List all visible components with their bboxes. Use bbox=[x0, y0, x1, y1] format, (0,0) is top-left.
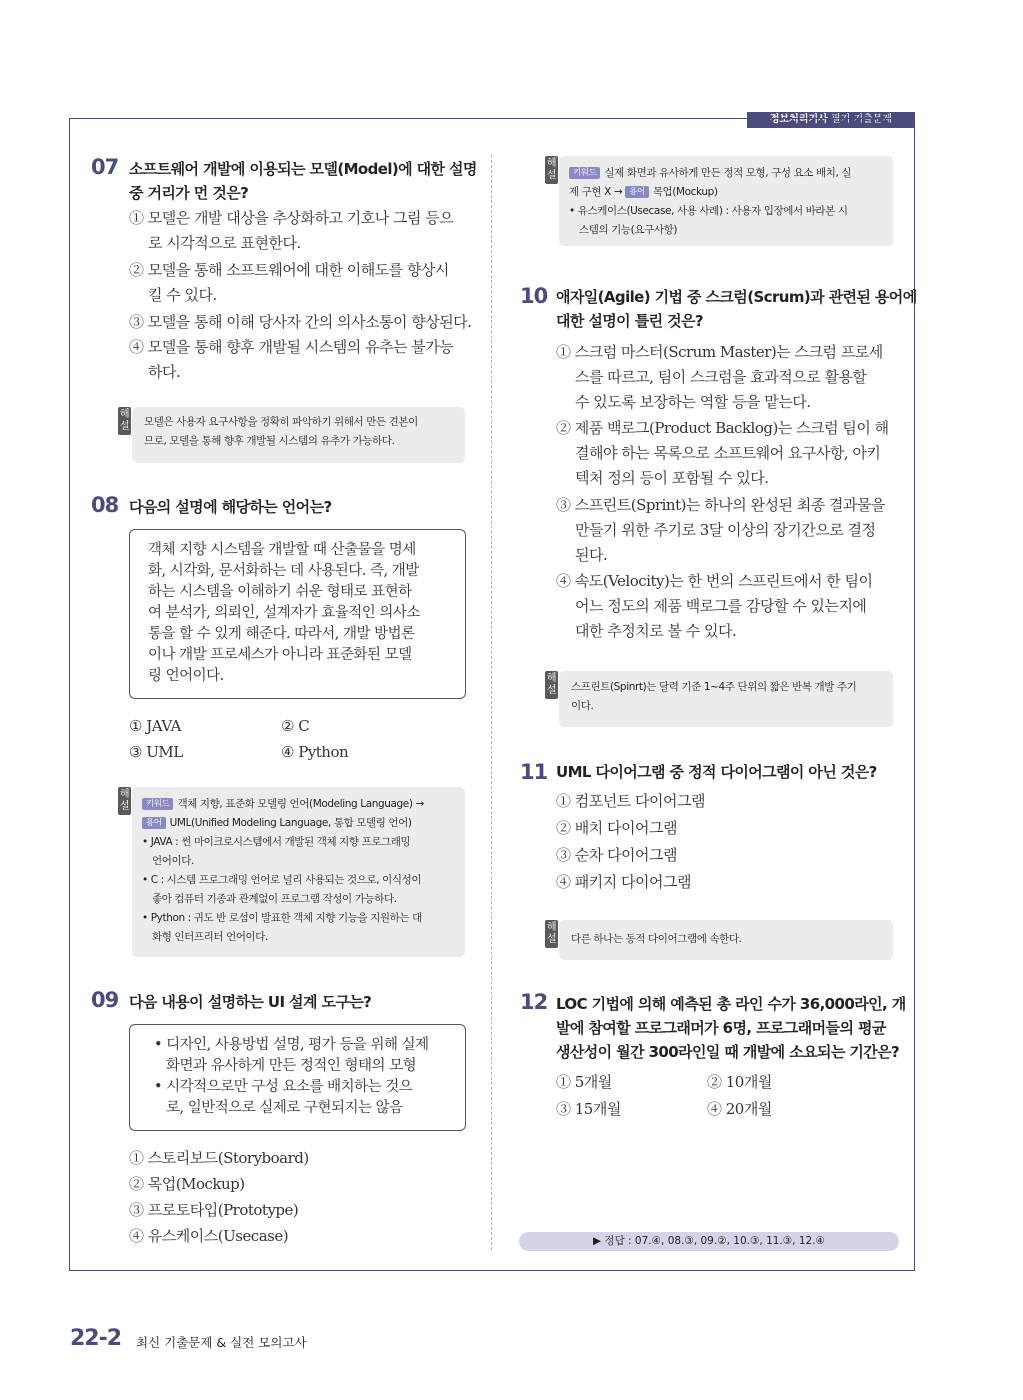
option-line: 결해야 하는 목록으로 소프트웨어 요구사항, 아키 bbox=[575, 444, 881, 462]
description-box bbox=[129, 1024, 466, 1131]
option-line: 킬 수 있다. bbox=[148, 286, 217, 304]
option-line: ① 스크럼 마스터(Scrum Master)는 스크럼 프로세 bbox=[556, 343, 883, 361]
column-divider bbox=[491, 155, 492, 1250]
footer-title: 최신 기출문제 & 실전 모의고사 bbox=[136, 1335, 307, 1350]
option-line: ① 모델은 개발 대상을 추상화하고 기호나 그림 등으 bbox=[129, 209, 454, 227]
option-4: ④ 유스케이스(Usecase) bbox=[129, 1227, 289, 1245]
question-text: 다음 내용이 설명하는 UI 설계 도구는? bbox=[129, 993, 372, 1011]
explanation-line: 므로, 모델을 통해 향후 개발될 시스템의 유추가 가능하다. bbox=[144, 435, 395, 447]
option-4 bbox=[556, 569, 873, 644]
option-line: ② 제품 백로그(Product Backlog)는 스크럼 팀이 해 bbox=[556, 419, 889, 437]
explanation-line: 다른 하나는 동적 다이어그램에 속한다. bbox=[571, 933, 742, 945]
box-line: 여 분석가, 의뢰인, 설계자가 효율적인 의사소 bbox=[148, 605, 420, 621]
option-line: 만들기 위한 주기로 3달 이상의 장기간으로 결정 bbox=[575, 521, 876, 539]
box-line: • 시각적으로만 구성 요소를 배치하는 것으 bbox=[154, 1079, 413, 1095]
term-badge: 용어 bbox=[625, 186, 649, 198]
explanation-bullet-cont: 화형 인터프리터 언어이다. bbox=[152, 931, 268, 943]
option-2: ② C bbox=[281, 717, 310, 735]
question-line: LOC 기법에 의해 예측된 총 라인 수가 36,000라인, 개 bbox=[556, 995, 906, 1013]
question-number: 12 bbox=[520, 990, 548, 1014]
question-line: 소프트웨어 개발에 이용되는 모델(Model)에 대한 설명 bbox=[129, 160, 477, 178]
answer-key: ▶ 정답 : 07.④, 08.③, 09.②, 10.③, 11.③, 12.④ bbox=[519, 1232, 899, 1251]
option-2: ② 목업(Mockup) bbox=[129, 1175, 245, 1193]
question-number: 11 bbox=[520, 760, 548, 784]
question-number: 09 bbox=[91, 988, 119, 1012]
question-number: 07 bbox=[91, 155, 119, 179]
explanation-bullet-cont: 언어이다. bbox=[152, 855, 194, 867]
explanation-bullet-cont: 좋아 컴퓨터 기종과 관계없이 프로그램 작성이 가능하다. bbox=[152, 893, 397, 905]
option-line: 스를 따르고, 팀이 스크럼을 효과적으로 활용할 bbox=[575, 368, 867, 386]
option-3: ③ 15개월 bbox=[556, 1100, 621, 1118]
explanation-bullet: • C : 시스템 프로그래밍 언어로 널리 사용되는 것으로, 이식성이 bbox=[142, 874, 422, 886]
question-text: UML 다이어그램 중 정적 다이어그램이 아닌 것은? bbox=[556, 763, 877, 781]
option-2: ② 10개월 bbox=[707, 1073, 772, 1091]
explanation-bullet-cont: 스템의 기능(요구사항) bbox=[579, 224, 678, 236]
description-box bbox=[129, 529, 466, 699]
explanation-bullet: • 유스케이스(Usecase, 사용 사례) : 사용자 입장에서 바라본 시 bbox=[569, 205, 848, 217]
option-line: 어느 정도의 제품 백로그를 감당할 수 있는지에 bbox=[575, 597, 867, 615]
option-2 bbox=[556, 416, 889, 491]
term-text: UML(Unified Modeling Language, 통합 모델링 언어) bbox=[169, 817, 412, 829]
option-1 bbox=[129, 206, 453, 256]
question-number: 10 bbox=[520, 284, 548, 308]
option-4 bbox=[129, 335, 453, 385]
question-number: 08 bbox=[91, 493, 119, 517]
page-number: 22-2 bbox=[70, 1326, 122, 1351]
header-tab-rest: 필기 기출문제 bbox=[827, 114, 893, 125]
option-1 bbox=[556, 340, 883, 415]
question-line: 애자일(Agile) 기법 중 스크럼(Scrum)과 관련된 용어에 bbox=[556, 288, 917, 306]
option-3: ③ 프로토타입(Prototype) bbox=[129, 1201, 299, 1219]
box-line: 이나 개발 프로세스가 아니라 표준화된 모델 bbox=[148, 647, 412, 663]
option-line: ④ 모델을 통해 향후 개발될 시스템의 유추는 불가능 bbox=[129, 338, 454, 356]
option-line: 텍처 정의 등이 포함될 수 있다. bbox=[575, 469, 769, 487]
keyword-text: 실제 화면과 유사하게 만든 정적 모형, 구성 요소 배치, 실 bbox=[604, 167, 852, 179]
explanation-box bbox=[119, 407, 465, 463]
explanation-tag: 해설 bbox=[545, 156, 558, 184]
explanation-bullet: • Python : 귀도 반 로섬이 발표한 객체 지향 기능을 지원하는 대 bbox=[142, 912, 422, 924]
question-text bbox=[129, 157, 477, 205]
question-line: 발에 참여할 프로그래머가 6명, 프로그래머들의 평균 bbox=[556, 1019, 886, 1037]
option-2: ② 배치 다이어그램 bbox=[556, 819, 677, 837]
option-line: 대한 추정치로 볼 수 있다. bbox=[575, 622, 737, 640]
explanation-line: 이다. bbox=[571, 700, 594, 712]
question-text: 다음의 설명에 해당하는 언어는? bbox=[129, 498, 332, 516]
option-4: ④ Python bbox=[281, 743, 349, 761]
explanation-box bbox=[119, 787, 465, 957]
question-line: 중 거리가 먼 것은? bbox=[129, 184, 249, 202]
term-badge: 용어 bbox=[142, 817, 166, 829]
header-tab-bold: 정보처리기사 bbox=[769, 114, 828, 125]
option-1: ① 컴포넌트 다이어그램 bbox=[556, 792, 705, 810]
keyword-badge: 키워드 bbox=[142, 798, 173, 810]
keyword-text: 객체 지향, 표준화 모델링 언어(Modeling Language) → bbox=[177, 798, 424, 810]
explanation-bullet: • JAVA : 썬 마이크로시스템에서 개발된 객체 지향 프로그래밍 bbox=[142, 836, 411, 848]
question-text bbox=[556, 285, 917, 333]
box-line: 하는 시스템을 이해하기 쉬운 형태로 표현하 bbox=[148, 584, 412, 600]
explanation-box bbox=[546, 156, 893, 246]
option-3: ③ 모델을 통해 이해 당사자 간의 의사소통이 향상된다. bbox=[129, 313, 472, 331]
question-text bbox=[556, 992, 906, 1064]
box-line: • 디자인, 사용방법 설명, 평가 등을 위해 실제 bbox=[154, 1037, 429, 1053]
explanation-box bbox=[546, 920, 893, 960]
explanation-tag: 해설 bbox=[118, 407, 131, 435]
option-3: ③ 순차 다이어그램 bbox=[556, 846, 677, 864]
box-line: 객체 지향 시스템을 개발할 때 산출물을 명세 bbox=[148, 542, 416, 558]
explanation-line: 스프린트(Spinrt)는 달력 기준 1~4주 단위의 짧은 반복 개발 주기 bbox=[571, 681, 857, 693]
option-1: ① JAVA bbox=[129, 717, 181, 735]
box-line: 통을 할 수 있게 해준다. 따라서, 개발 방법론 bbox=[148, 626, 415, 642]
explanation-line: 모델은 사용자 요구사항을 정확히 파악하기 위해서 만든 견본이 bbox=[144, 416, 418, 428]
question-line: 생산성이 월간 300라인일 때 개발에 소요되는 기간은? bbox=[556, 1043, 900, 1061]
option-line: 수 있도록 보장하는 역할 등을 맡는다. bbox=[575, 393, 811, 411]
box-line: 화면과 유사하게 만든 정적인 형태의 모형 bbox=[166, 1058, 417, 1074]
explanation-tag: 해설 bbox=[545, 920, 558, 948]
keyword-badge: 키워드 bbox=[569, 167, 600, 179]
question-line: 대한 설명이 틀린 것은? bbox=[556, 312, 703, 330]
option-line: ② 모델을 통해 소프트웨어에 대한 이해도를 향상시 bbox=[129, 261, 449, 279]
option-line: 하다. bbox=[148, 363, 181, 381]
box-line: 링 언어이다. bbox=[148, 668, 224, 684]
option-line: 된다. bbox=[575, 546, 608, 564]
option-4: ④ 패키지 다이어그램 bbox=[556, 873, 691, 891]
option-line: ④ 속도(Velocity)는 한 번의 스프린트에서 한 팀이 bbox=[556, 572, 873, 590]
option-3 bbox=[556, 493, 885, 568]
box-line: 로, 일반적으로 실제로 구현되지는 않음 bbox=[166, 1100, 403, 1116]
keyword-text-cont: 제 구현 X → bbox=[569, 186, 623, 198]
explanation-box bbox=[546, 671, 893, 727]
option-4: ④ 20개월 bbox=[707, 1100, 772, 1118]
term-text: 목업(Mockup) bbox=[652, 186, 718, 198]
option-3: ③ UML bbox=[129, 743, 183, 761]
option-1: ① 5개월 bbox=[556, 1073, 612, 1091]
option-line: ③ 스프린트(Sprint)는 하나의 완성된 최종 결과물을 bbox=[556, 496, 885, 514]
explanation-tag: 해설 bbox=[545, 671, 558, 699]
box-line: 화, 시각화, 문서화하는 데 사용된다. 즉, 개발 bbox=[148, 563, 419, 579]
option-1: ① 스토리보드(Storyboard) bbox=[129, 1149, 309, 1167]
explanation-tag: 해설 bbox=[118, 787, 131, 815]
option-line: 로 시각적으로 표현한다. bbox=[148, 234, 301, 252]
option-2 bbox=[129, 258, 449, 308]
